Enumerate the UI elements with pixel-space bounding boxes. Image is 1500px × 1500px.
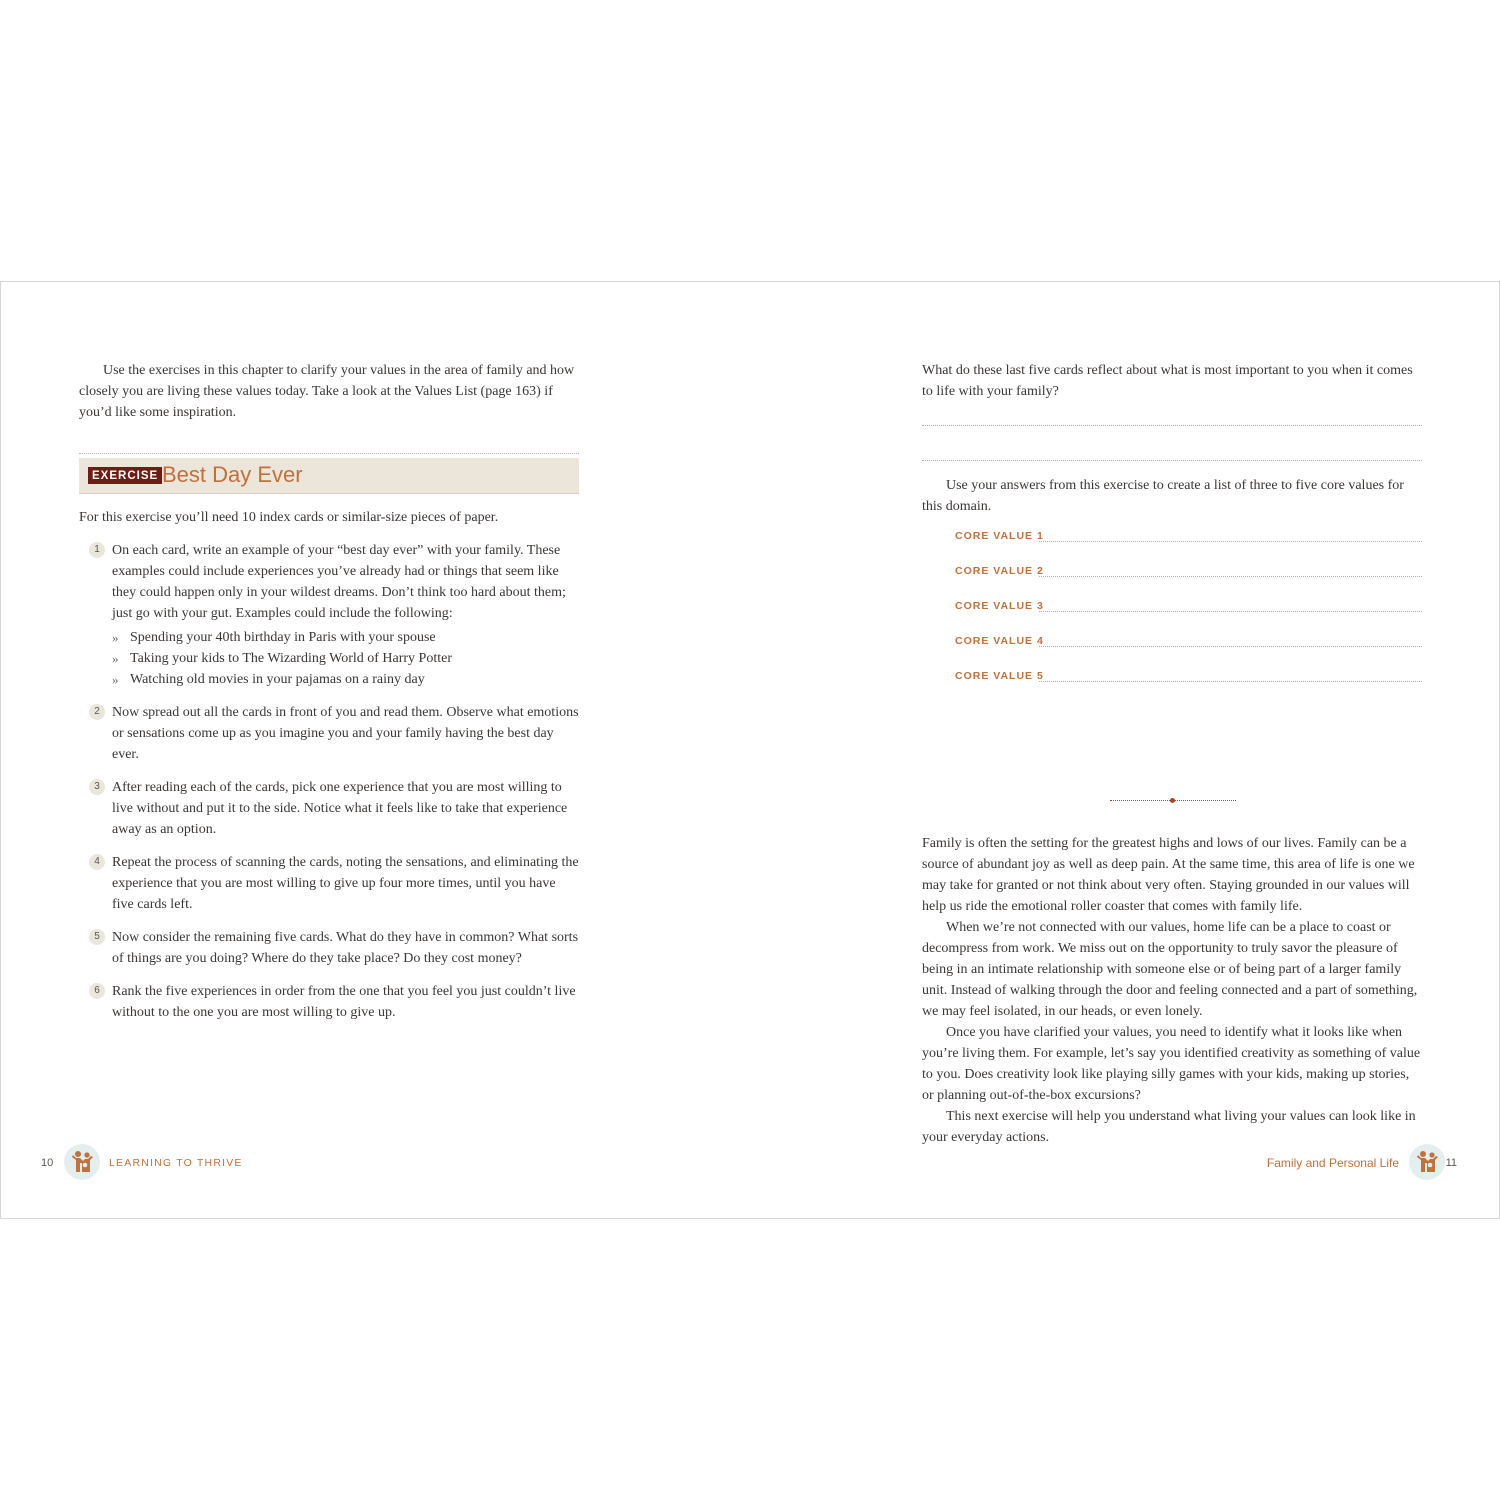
list-item: » Watching old movies in your pajamas on a rainy day [112,669,579,690]
exercise-divider [79,453,579,454]
core-value-label: CORE VALUE 4 [955,635,1044,647]
step-text: After reading each of the cards, pick one experience that you are most willing to live without and put it to the side. Notice what it feels like to take that experience away as an option. [112,780,568,837]
step-text: Repeat the process of scanning the cards, noting the sensations, and eliminating the experience that you are most willing to give up four more times, until you have five cards left. [112,855,579,912]
divider-ornament-icon [1110,800,1236,801]
chevron-bullet-icon: » [112,651,119,666]
step-number: 1 [89,542,105,558]
core-value-field-5[interactable] [955,668,1422,688]
step-number: 4 [89,854,105,870]
list-item: » Taking your kids to The Wizarding World of Harry Potter [112,648,579,669]
step-2 [79,702,579,765]
body-paragraph: When we’re not connected with our values, home life can be a place to coast or decompress from work. We miss out on the opportunity to truly savor the pleasure of being in an intimate relationship with someone else or of being part of a larger family unit. Instead of walking through the door and feeling connected and a part of something, we may feel isolated, in our heads, or even lonely. [922,920,1418,1019]
exercise-tag: EXERCISE [88,467,162,484]
body-paragraph: This next exercise will help you understand what living your values can look like in your everyday actions. [922,1109,1416,1145]
step-text: Now spread out all the cards in front of you and read them. Observe what emotions or sensations come up as you imagine you and your family having the best day ever. [112,705,579,762]
core-value-label: CORE VALUE 5 [955,670,1044,682]
right-page [922,360,1422,1145]
chevron-bullet-icon: » [112,672,119,687]
list-item: » Spending your 40th birthday in Paris with your spouse [112,627,579,648]
page-number: 10 [41,1157,54,1169]
chevron-bullet-icon: » [112,630,119,645]
exercise-intro: For this exercise you’ll need 10 index cards or similar-size pieces of paper. [79,510,499,525]
core-value-label: CORE VALUE 3 [955,600,1044,612]
family-figure-icon [1409,1144,1445,1180]
step-text: Now consider the remaining five cards. What do they have in common? What sorts of things are you doing? Where do they take place? Do they cost money? [112,930,579,966]
core-value-field-1[interactable] [955,528,1422,548]
step-5 [79,927,579,969]
fill-in-line[interactable] [1039,576,1422,577]
family-section-text [922,833,1422,1148]
running-head: Family and Personal Life [1266,1156,1399,1170]
exercise-title: Best Day Ever [162,462,303,487]
exercise-steps [79,540,579,1035]
step-3 [79,777,579,840]
answer-line-1[interactable] [922,425,1422,426]
core-value-label: CORE VALUE 2 [955,565,1044,577]
fill-in-line[interactable] [1039,541,1422,542]
right-footer [1157,1144,1457,1180]
core-value-label: CORE VALUE 1 [955,530,1044,542]
step-4 [79,852,579,915]
fill-in-line[interactable] [1039,646,1422,647]
step-number: 5 [89,929,105,945]
step-text: On each card, write an example of your “best day ever” with your family. These examples could include experiences you’ve already had or things that seem like they could happen only in your wildest dreams. Don’t think too hard about them; just go with your gut. Examples could include the following: [112,543,566,621]
body-paragraph: Family is often the setting for the greatest highs and lows of our lives. Family can be a source of abundant joy as well as deep pain. At the same time, this area of life is one we may take for granted or not think about very often. Staying grounded in our values will help us ride the emotional roller coaster that comes with family life. [922,836,1415,914]
core-value-field-3[interactable] [955,598,1422,618]
book-spread [0,281,1500,1219]
core-value-field-4[interactable] [955,633,1422,653]
answer-line-2[interactable] [922,460,1422,461]
page-number: 11 [1445,1157,1457,1169]
reflection-question: What do these last five cards reflect about what is most important to you when it comes to life with your family? [922,363,1413,399]
step-6 [79,981,579,1023]
fill-in-line[interactable] [1039,611,1422,612]
step-number: 3 [89,779,105,795]
core-value-field-2[interactable] [955,563,1422,583]
body-paragraph: Once you have clarified your values, you need to identify what it looks like when you’re living them. For example, let’s say you identified creativity as something of value to you. Does creativity look like playing silly games with your kids, making up stories, or planning out-of-the-box excursions? [922,1025,1421,1103]
step-number: 6 [89,983,105,999]
chapter-intro: Use the exercises in this chapter to clarify your values in the area of family and how closely you are living these values today. Take a look at the Values List (page 163) if you’d like some inspiration. [79,363,575,420]
core-values-instruction: Use your answers from this exercise to create a list of three to five core values for this domain. [922,478,1404,514]
fill-in-line[interactable] [1039,681,1422,682]
step-text: Rank the five experiences in order from the one that you feel you just couldn’t live without to the one you are most willing to give up. [112,984,576,1020]
exercise-header [79,458,579,494]
left-page [79,360,579,1020]
step-1 [79,540,579,690]
left-footer [41,1144,341,1180]
example-list [112,627,579,690]
step-number: 2 [89,704,105,720]
running-head: LEARNING TO THRIVE [109,1157,243,1169]
family-figure-icon [64,1144,100,1180]
